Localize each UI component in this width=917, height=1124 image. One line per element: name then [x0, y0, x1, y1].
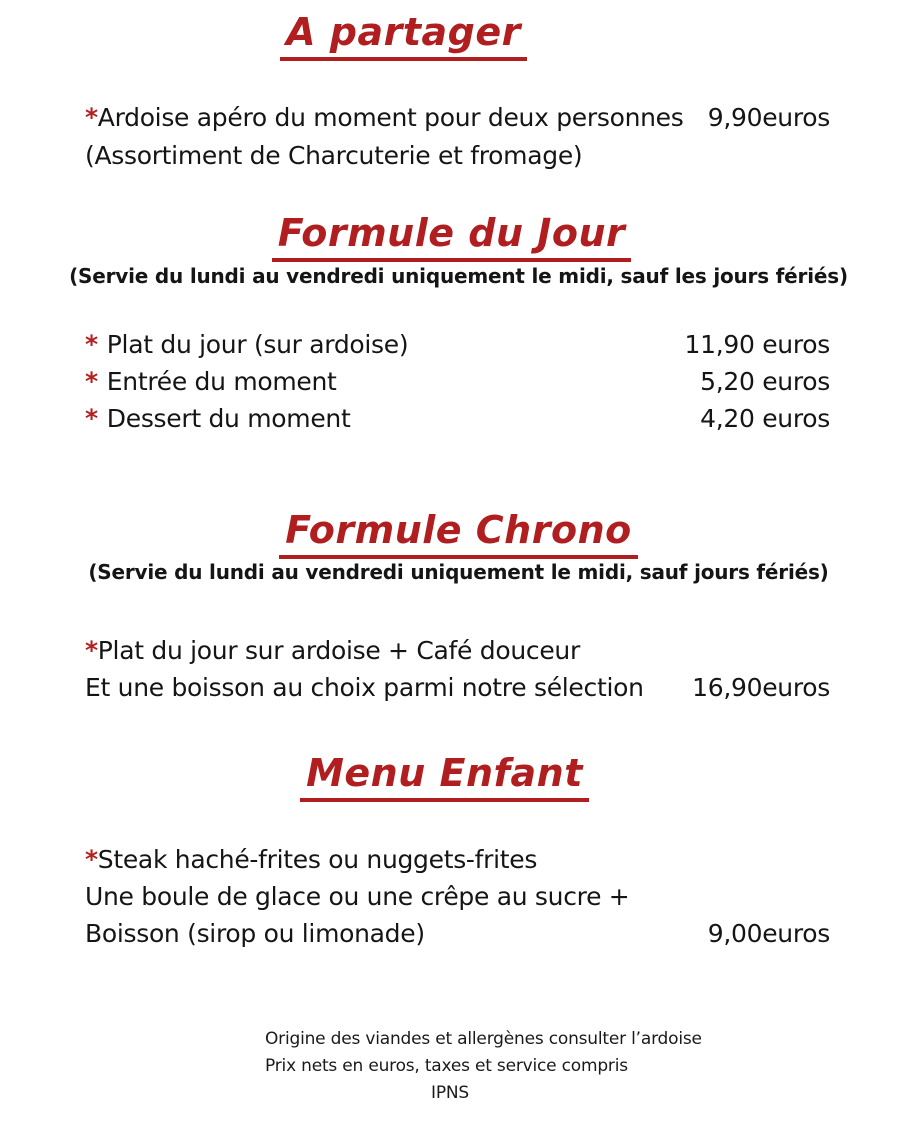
- item-asterisk: *: [85, 103, 98, 132]
- section-items-formule-du-jour: [85, 326, 830, 437]
- menu-item-row: [85, 363, 830, 400]
- item-asterisk: *: [85, 404, 98, 433]
- item-description: [85, 841, 537, 878]
- menu-item-row: [85, 632, 830, 669]
- footer-note-line: Origine des viandes et allergènes consulter l’ardoise: [265, 1029, 702, 1049]
- item-description: [85, 878, 629, 915]
- item-description: [85, 326, 408, 363]
- item-price: 11,90 euros: [684, 330, 830, 359]
- item-description: [85, 669, 644, 706]
- item-text: (Assortiment de Charcuterie et fromage): [85, 141, 583, 170]
- footer-note-line: Prix nets en euros, taxes et service compris: [265, 1056, 628, 1076]
- item-text: Steak haché-frites ou nuggets-frites: [97, 845, 538, 874]
- menu-item-row: [85, 841, 830, 878]
- footer-note-line: IPNS: [431, 1083, 469, 1103]
- menu-item-row: [85, 669, 830, 706]
- item-description: [85, 363, 337, 400]
- section-subtitle: (Servie du lundi au vendredi uniquement le midi, sauf les jours fériés): [69, 264, 848, 288]
- footer-notes: [265, 1026, 702, 1107]
- menu-item-row: [85, 99, 830, 137]
- item-text: Une boule de glace ou une crêpe au sucre +: [85, 882, 630, 911]
- section-title-text: Formule Chrono: [279, 508, 637, 559]
- section-title-text: Menu Enfant: [300, 751, 589, 802]
- section-title-text: A partager: [280, 10, 527, 61]
- item-asterisk: *: [85, 330, 98, 359]
- menu-item-row: [85, 326, 830, 363]
- menu-item-row: [85, 915, 830, 952]
- section-items-a-partager: [85, 99, 830, 175]
- item-text: Ardoise apéro du moment pour deux personnes: [97, 103, 684, 132]
- item-asterisk: *: [85, 367, 98, 396]
- item-asterisk: *: [85, 845, 98, 874]
- item-price: 4,20 euros: [700, 404, 830, 433]
- section-title-formule-chrono: [0, 508, 917, 559]
- item-description: [85, 632, 580, 669]
- item-description: [85, 915, 425, 952]
- menu-item-row: [85, 137, 830, 175]
- item-text: Plat du jour sur ardoise + Café douceur: [97, 636, 580, 665]
- menu-item-row: [85, 400, 830, 437]
- section-title-formule-du-jour: [0, 211, 917, 262]
- item-text: Entrée du moment: [106, 367, 337, 396]
- item-description: [85, 99, 683, 137]
- item-text: Dessert du moment: [106, 404, 351, 433]
- item-description: [85, 400, 350, 437]
- section-title-a-partager: [0, 10, 917, 61]
- section-items-menu-enfant: [85, 841, 830, 952]
- item-price: 9,90euros: [707, 103, 830, 132]
- item-text: Boisson (sirop ou limonade): [85, 919, 425, 948]
- item-price: 5,20 euros: [700, 367, 830, 396]
- item-price: 16,90euros: [692, 673, 830, 702]
- section-subtitle: (Servie du lundi au vendredi uniquement le midi, sauf jours fériés): [88, 560, 829, 584]
- section-items-formule-chrono: [85, 632, 830, 706]
- item-price: 9,00euros: [707, 919, 830, 948]
- section-title-menu-enfant: [0, 751, 917, 802]
- item-description: [85, 137, 582, 175]
- item-text: Plat du jour (sur ardoise): [106, 330, 409, 359]
- menu-item-row: [85, 878, 830, 915]
- item-asterisk: *: [85, 636, 98, 665]
- section-title-text: Formule du Jour: [272, 211, 632, 262]
- item-text: Et une boisson au choix parmi notre sélection: [85, 673, 644, 702]
